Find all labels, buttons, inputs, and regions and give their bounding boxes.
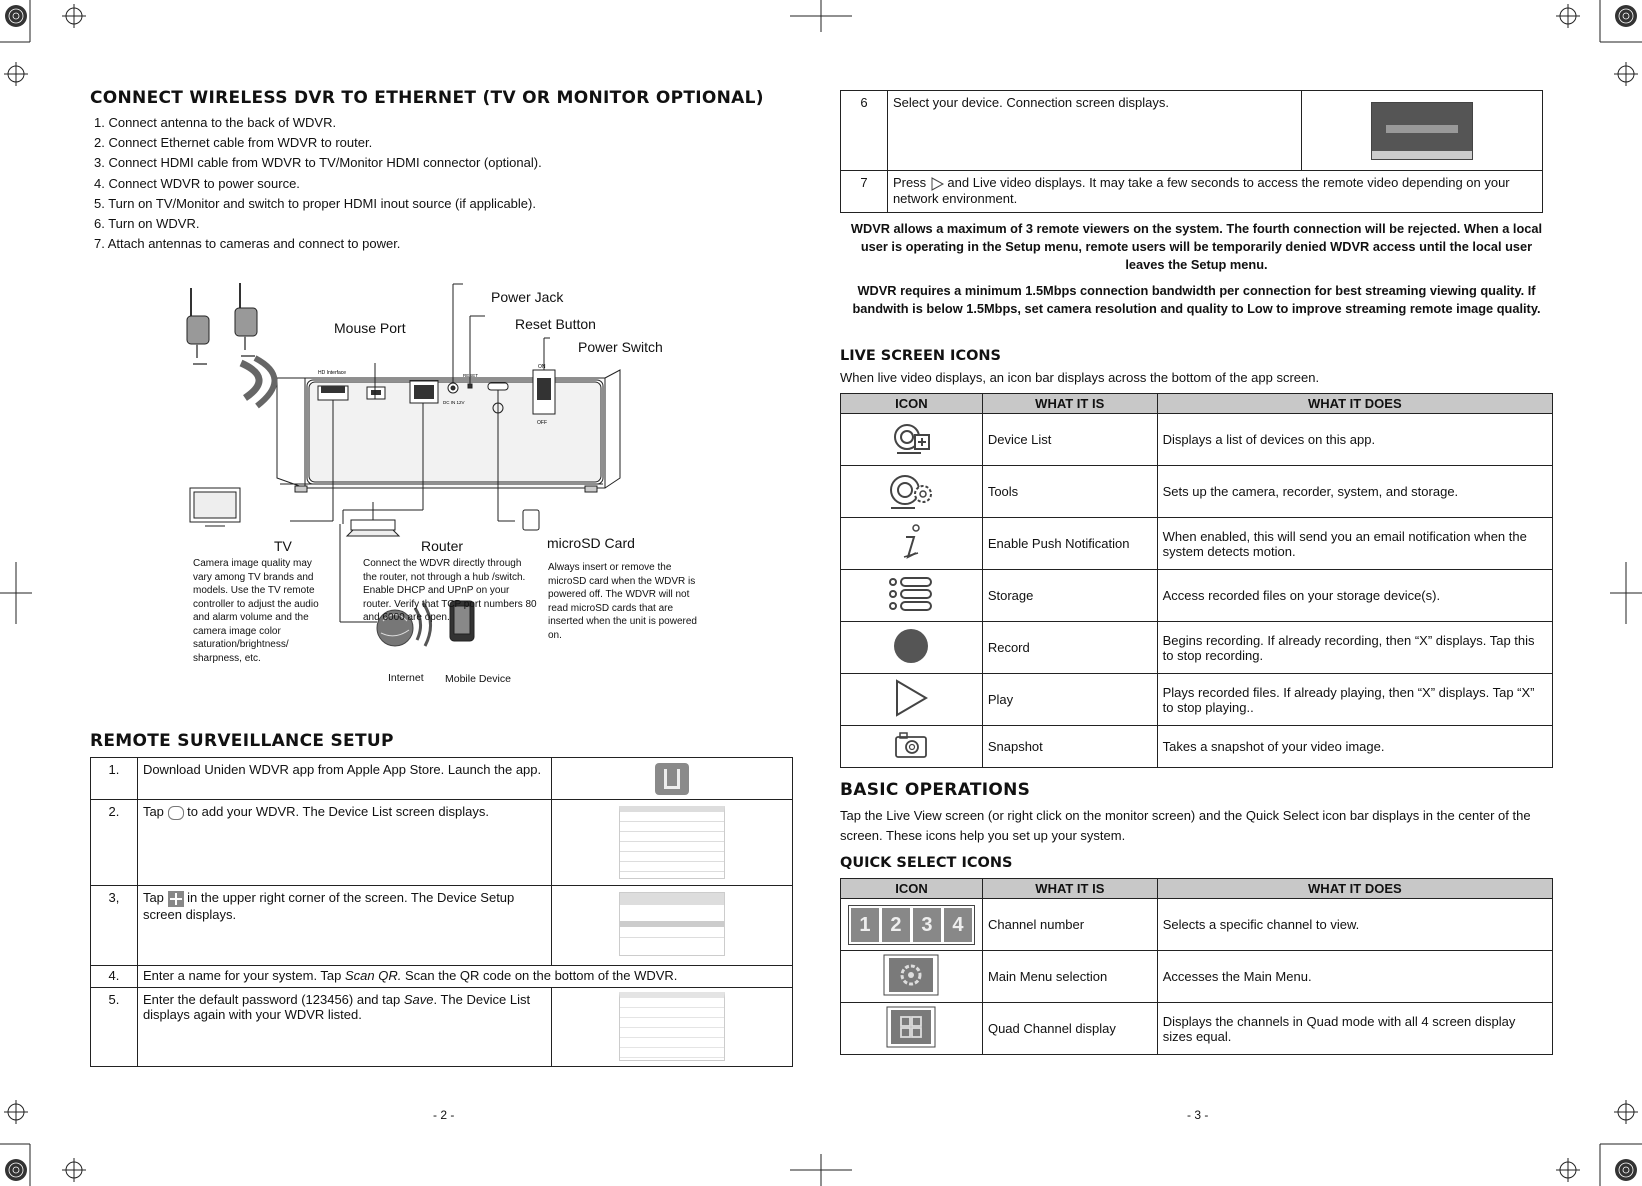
step-text: Select your device. Connection screen displays. bbox=[887, 91, 1301, 171]
device-setup-screenshot bbox=[619, 892, 725, 956]
mobile-device-label: Mobile Device bbox=[445, 673, 511, 685]
table-row bbox=[841, 1003, 1553, 1055]
step-number: 4. bbox=[91, 966, 138, 988]
play-icon bbox=[893, 678, 929, 718]
icon-name: Tools bbox=[982, 466, 1157, 518]
step-number: 5. bbox=[91, 988, 138, 1067]
icon-description: Accesses the Main Menu. bbox=[1157, 951, 1552, 1003]
setup-table-continued bbox=[840, 90, 1543, 213]
list-item: 2. Connect Ethernet cable from WDVR to router. bbox=[94, 135, 373, 151]
icon-name: Record bbox=[982, 622, 1157, 674]
list-item: 4. Connect WDVR to power source. bbox=[94, 175, 300, 191]
table-row bbox=[841, 171, 1543, 213]
list-item: 6. Turn on WDVR. bbox=[94, 216, 200, 232]
table-row bbox=[841, 570, 1553, 622]
on-label: ON bbox=[538, 364, 546, 370]
step-text: Tap in the upper right corner of the screen. The Device Setup screen displays. bbox=[137, 886, 551, 966]
storage-icon bbox=[887, 575, 935, 613]
icon-description: Begins recording. If already recording, then “X” displays. Tap this to stop recording. bbox=[1157, 622, 1552, 674]
table-row bbox=[841, 414, 1553, 466]
icon-description: Displays the channels in Quad mode with all 4 screen display sizes equal. bbox=[1157, 1003, 1552, 1055]
icon-cell bbox=[841, 466, 983, 518]
basic-operations-heading: BASIC OPERATIONS bbox=[840, 780, 1031, 800]
icon-cell bbox=[841, 622, 983, 674]
live-icons-table bbox=[840, 393, 1553, 768]
device-list-icon bbox=[168, 806, 184, 820]
column-header: WHAT IT IS bbox=[982, 879, 1157, 899]
icon-cell bbox=[841, 414, 983, 466]
table-row bbox=[91, 966, 793, 988]
screenshot-cell bbox=[1302, 91, 1543, 171]
connect-heading: CONNECT WIRELESS DVR TO ETHERNET (TV OR MONITOR OPTIONAL) bbox=[90, 88, 764, 108]
device-list-updated-screenshot bbox=[619, 992, 725, 1061]
power-switch-label: Power Switch bbox=[578, 339, 663, 355]
basic-operations-text: Tap the Live View screen (or right click on the monitor screen) and the Quick Select icon bar displays in the center of the screen. These icons help you set up your system. bbox=[840, 808, 1531, 843]
add-icon bbox=[168, 891, 184, 907]
router-caption: Connect the WDVR directly through the router, not through a hub /switch. Enable DHCP and UPnP on your router. Verify that TCP port numbers 80 and 6000 are open. bbox=[363, 558, 537, 623]
connect-steps bbox=[94, 113, 542, 254]
table-row bbox=[841, 899, 1553, 951]
remote-setup-heading: REMOTE SURVEILLANCE SETUP bbox=[90, 731, 394, 751]
channel-digit: 2 bbox=[882, 908, 910, 942]
list-item: 3. Connect HDMI cable from WDVR to TV/Monitor HDMI connector (optional). bbox=[94, 155, 542, 171]
table-row bbox=[841, 951, 1553, 1003]
icon-name: Snapshot bbox=[982, 726, 1157, 768]
internet-label: Internet bbox=[388, 672, 424, 684]
microsd-caption: Always insert or remove the microSD card when the WDVR is powered off. The WDVR will not read microSD cards that are inserted when the unit is powered on. bbox=[548, 562, 697, 641]
power-jack-label: Power Jack bbox=[491, 289, 564, 305]
table-row bbox=[841, 622, 1553, 674]
icon-description: Plays recorded files. If already playing, then “X” displays. Tap “X” to stop playing.. bbox=[1157, 674, 1552, 726]
table-row bbox=[841, 466, 1553, 518]
list-item: 1. Connect antenna to the back of WDVR. bbox=[94, 115, 337, 130]
icon-name: Device List bbox=[982, 414, 1157, 466]
device-list-icon bbox=[889, 419, 933, 457]
icon-cell bbox=[841, 1003, 983, 1055]
tv-caption: Camera image quality may vary among TV brands and models. Use the TV remote controller to adjust the audio and alarm volume and the camera image color saturation/brightness/ sharpness, etc. bbox=[193, 558, 319, 664]
screenshot-cell bbox=[552, 800, 793, 886]
column-header: ICON bbox=[841, 879, 983, 899]
column-header: WHAT IT DOES bbox=[1157, 394, 1552, 414]
live-icons-intro: When live video displays, an icon bar displays across the bottom of the app screen. bbox=[840, 370, 1320, 385]
table-row bbox=[91, 758, 793, 800]
step-number: 1. bbox=[91, 758, 138, 800]
step-text: Enter a name for your system. Tap Scan QR. Scan the QR code on the bottom of the WDVR. bbox=[137, 966, 792, 988]
step-number: 6 bbox=[841, 91, 888, 171]
icon-description: Access recorded files on your storage device(s). bbox=[1157, 570, 1552, 622]
table-row bbox=[841, 674, 1553, 726]
icon-name: Storage bbox=[982, 570, 1157, 622]
icon-cell bbox=[841, 570, 983, 622]
column-header: WHAT IT IS bbox=[982, 394, 1157, 414]
icon-name: Enable Push Notification bbox=[982, 518, 1157, 570]
device-list-screenshot bbox=[619, 806, 725, 879]
step-text: Tap to add your WDVR. The Device List screen displays. bbox=[137, 800, 551, 886]
list-item: 5. Turn on TV/Monitor and switch to proper HDMI inout source (if applicable). bbox=[94, 195, 536, 211]
column-header: ICON bbox=[841, 394, 983, 414]
tools-icon bbox=[885, 470, 937, 510]
reset-button-label: Reset Button bbox=[515, 316, 596, 332]
uniden-app-icon bbox=[655, 763, 689, 795]
snapshot-icon bbox=[894, 731, 928, 759]
hd-interface-label: HD Interface bbox=[318, 370, 347, 376]
table-row bbox=[841, 726, 1553, 768]
icon-name: Play bbox=[982, 674, 1157, 726]
list-item: 7. Attach antennas to cameras and connect to power. bbox=[94, 236, 401, 252]
table-row bbox=[841, 91, 1543, 171]
icon-cell bbox=[841, 518, 983, 570]
main-menu-icon bbox=[883, 954, 939, 996]
step-number: 2. bbox=[91, 800, 138, 886]
page-number-right: - 3 - bbox=[1187, 1108, 1209, 1122]
icon-description: Displays a list of devices on this app. bbox=[1157, 414, 1552, 466]
step-number: 3, bbox=[91, 886, 138, 966]
icon-name: Channel number bbox=[982, 899, 1157, 951]
channel-number-icon bbox=[848, 905, 975, 945]
connection-screenshot bbox=[1371, 102, 1473, 160]
screenshot-cell bbox=[552, 886, 793, 966]
off-label: OFF bbox=[537, 420, 547, 426]
table-header bbox=[841, 394, 1553, 414]
icon-description: When enabled, this will send you an email notification when the system detects motion. bbox=[1157, 518, 1552, 570]
record-icon bbox=[892, 627, 930, 665]
table-row bbox=[91, 988, 793, 1067]
mouse-port-label: Mouse Port bbox=[334, 320, 406, 336]
microsd-label: microSD Card bbox=[547, 535, 635, 551]
channel-digit: 4 bbox=[944, 908, 972, 942]
push-notification-icon bbox=[896, 523, 926, 561]
step-text: Download Uniden WDVR app from Apple App Store. Launch the app. bbox=[137, 758, 551, 800]
page-number-left: - 2 - bbox=[433, 1108, 455, 1122]
app-icon-cell bbox=[552, 758, 793, 800]
icon-description: Sets up the camera, recorder, system, and storage. bbox=[1157, 466, 1552, 518]
icon-description: Selects a specific channel to view. bbox=[1157, 899, 1552, 951]
step-number: 7 bbox=[841, 171, 888, 213]
setup-table bbox=[90, 757, 793, 1067]
quick-icons-table bbox=[840, 878, 1553, 1055]
step-text: Enter the default password (123456) and tap Save. The Device List displays again with your WDVR listed. bbox=[137, 988, 551, 1067]
live-icons-heading: LIVE SCREEN ICONS bbox=[840, 348, 1001, 364]
dc-in-label: DC IN 12V bbox=[443, 400, 465, 405]
remote-viewers-note: WDVR allows a maximum of 3 remote viewers on the system. The fourth connection will be rejected. When a local user is operating in the Setup menu, remote users will be temporarily denied WDVR access until the local user leaves the Setup menu. bbox=[850, 221, 1543, 272]
play-icon bbox=[930, 177, 944, 191]
icon-cell bbox=[841, 726, 983, 768]
step-text: Press and Live video displays. It may take a few seconds to access the remote video depending on your network environment. bbox=[887, 171, 1542, 213]
screenshot-cell bbox=[552, 988, 793, 1067]
icon-name: Quad Channel display bbox=[982, 1003, 1157, 1055]
icon-description: Takes a snapshot of your video image. bbox=[1157, 726, 1552, 768]
reset-label: RESET bbox=[463, 373, 479, 378]
icon-name: Main Menu selection bbox=[982, 951, 1157, 1003]
icon-cell bbox=[841, 951, 983, 1003]
table-row bbox=[841, 518, 1553, 570]
bandwidth-note: WDVR requires a minimum 1.5Mbps connection bandwidth per connection for best streaming viewing quality. If bandwith is below 1.5Mbps, set camera resolution and quality to Low to improve streaming remote image quality. bbox=[852, 283, 1541, 316]
table-header bbox=[841, 879, 1553, 899]
tv-label: TV bbox=[274, 538, 292, 554]
icon-cell bbox=[841, 899, 983, 951]
quad-channel-icon bbox=[886, 1006, 936, 1048]
icon-cell bbox=[841, 674, 983, 726]
table-row bbox=[91, 800, 793, 886]
channel-digit: 3 bbox=[913, 908, 941, 942]
router-label: Router bbox=[421, 538, 464, 554]
column-header: WHAT IT DOES bbox=[1157, 879, 1552, 899]
channel-digit: 1 bbox=[851, 908, 879, 942]
table-row bbox=[91, 886, 793, 966]
quick-icons-heading: QUICK SELECT ICONS bbox=[840, 855, 1013, 871]
